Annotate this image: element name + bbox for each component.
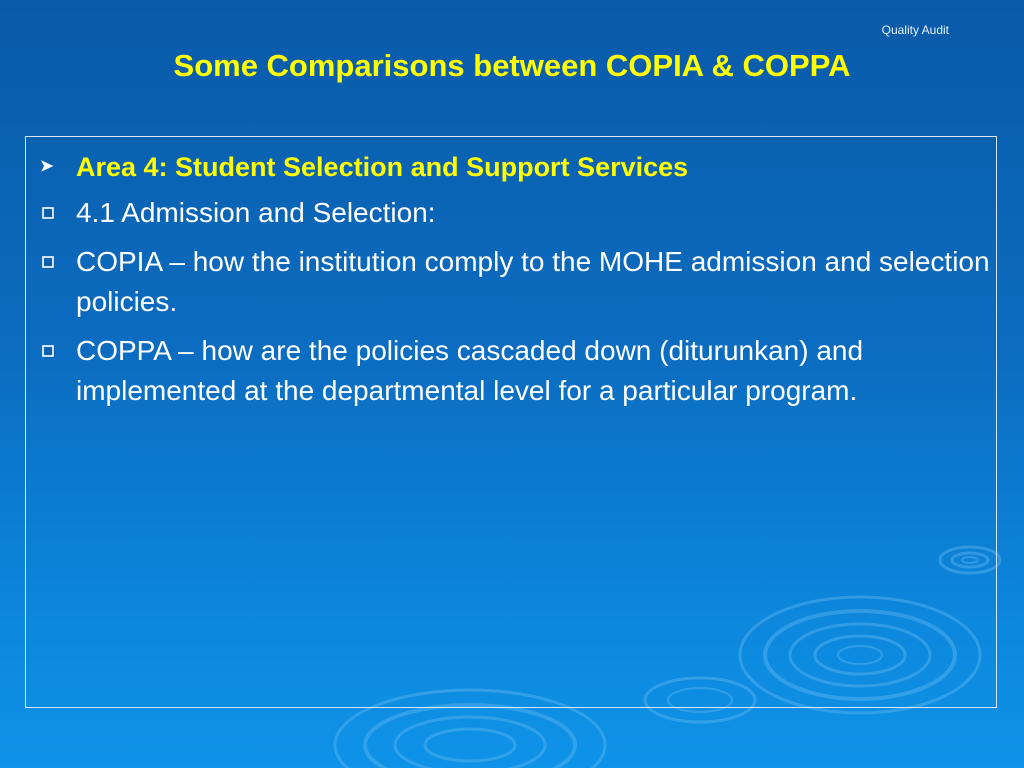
checkbox-bullet-icon xyxy=(40,193,60,233)
checkbox-bullet-icon xyxy=(40,242,60,282)
bullet-item-copia xyxy=(40,242,990,322)
content-box xyxy=(25,136,997,708)
bullet-item-coppa xyxy=(40,331,990,411)
checkbox-bullet-icon xyxy=(40,331,60,371)
bullet-text: COPIA – how the institution comply to the MOHE admission and selection policies. xyxy=(76,246,990,317)
bullet-text: 4.1 Admission and Selection: xyxy=(76,197,436,228)
bullet-text: COPPA – how are the policies cascaded down (diturunkan) and implemented at the departmental level for a particular program. xyxy=(76,335,864,406)
bullet-item-admission xyxy=(40,193,990,233)
bullet-text: Area 4: Student Selection and Support Services xyxy=(76,152,689,182)
slide-title: Some Comparisons between COPIA & COPPA xyxy=(173,48,851,83)
bullet-item-area-heading xyxy=(40,147,990,187)
arrow-bullet-icon: ➤ xyxy=(40,158,54,175)
header-label: Quality Audit xyxy=(881,23,949,37)
bullet-list xyxy=(40,147,990,420)
